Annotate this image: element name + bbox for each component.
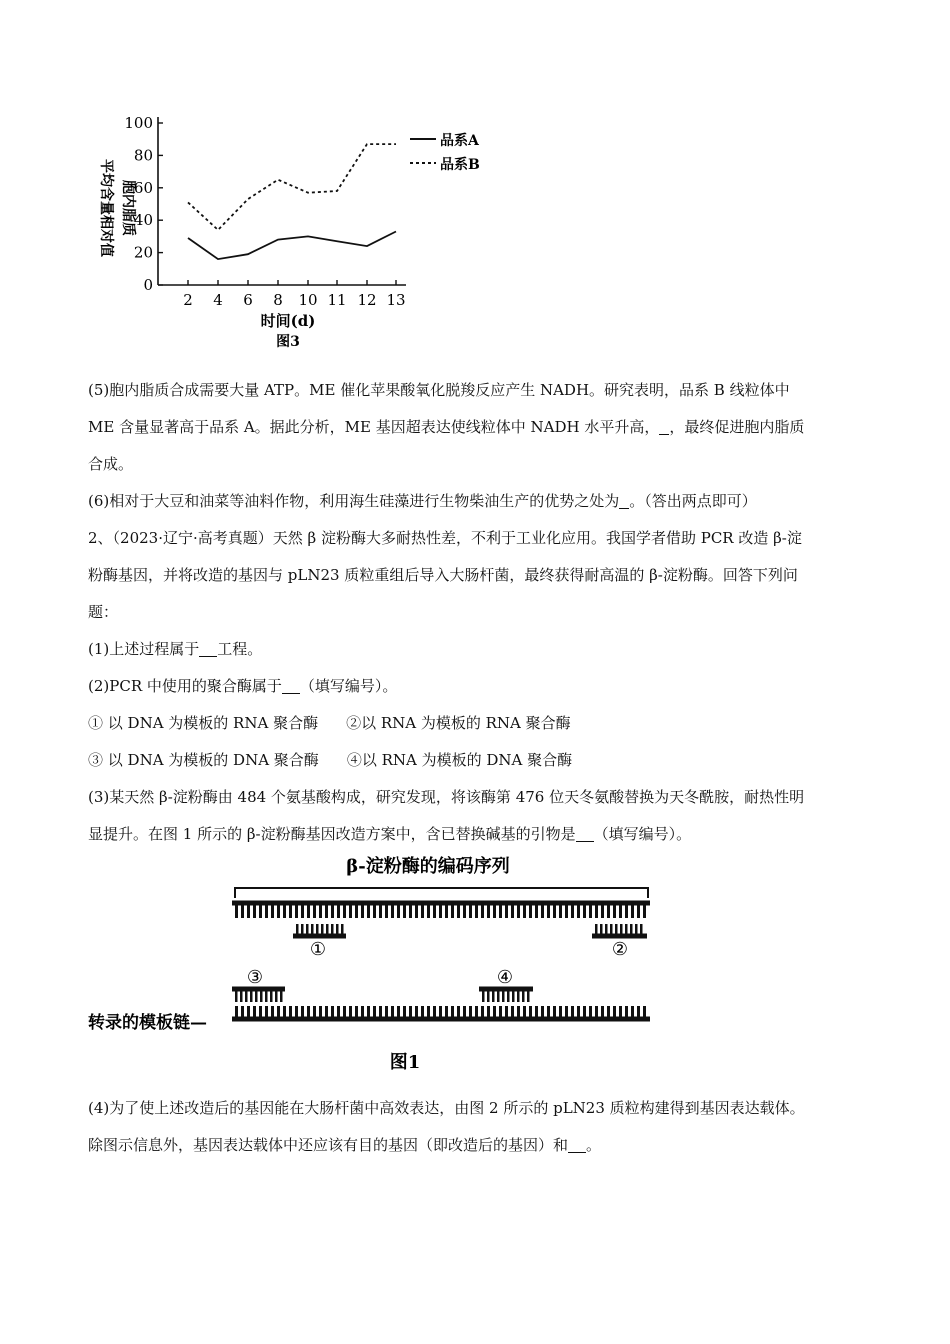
legend-label-b: 品系B — [440, 157, 480, 173]
y-tick-label: 100 — [124, 114, 153, 132]
q3-text: 显提升。在图 1 所示的 β-淀粉酶基因改造方案中，含已替换碱基的引物是 — [88, 825, 576, 843]
x-axis-label: 时间(d) — [260, 312, 316, 330]
x-tick-label: 8 — [273, 291, 283, 309]
figure1-title: β-淀粉酶的编码序列 — [346, 856, 510, 877]
q4-line1: (4)为了使上述改造后的基因能在大肠杆菌中高效表达，由图 2 所示的 pLN23 质粒构建得到基因表达载体。 — [88, 1099, 805, 1117]
primer-2 — [592, 924, 647, 939]
figure3-caption: 图3 — [276, 334, 300, 350]
q4-line2 — [88, 1127, 868, 1164]
q5-line3: 合成。 — [88, 455, 134, 473]
answer-blank-q1[interactable] — [199, 638, 217, 657]
q1-line — [88, 631, 868, 668]
q1-text: (1)上述过程属于 — [88, 640, 200, 658]
q3-line1: (3)某天然 β-淀粉酶由 484 个氨基酸构成，研究发现，将该酶第 476 位天冬氨酸替换为天冬酰胺，耐热性明 — [88, 788, 805, 806]
answer-blank-q5[interactable] — [659, 416, 669, 435]
answer-blank-q6[interactable] — [619, 490, 629, 509]
q6-text: (6)相对于大豆和油菜等油料作物，利用海生硅藻进行生物柴油生产的优势之处为 — [88, 492, 620, 510]
figure1-primer-diagram — [80, 848, 680, 1078]
answer-blank-q4[interactable] — [568, 1134, 586, 1153]
figure1-caption: 图1 — [389, 1052, 421, 1073]
option-1: ① 以 DNA 为模板的 RNA 聚合酶 — [88, 714, 319, 732]
x-tick-label: 11 — [327, 291, 347, 309]
coding-sequence-bracket — [235, 888, 648, 898]
options-row-1 — [88, 705, 868, 742]
x-tick-label: 12 — [357, 291, 377, 309]
chart-series — [188, 144, 396, 259]
q6-line — [88, 483, 868, 520]
y-tick-label: 80 — [133, 146, 153, 165]
q5-line2 — [88, 409, 868, 446]
primer-1 — [293, 924, 346, 939]
option-4: ④以 RNA 为模板的 DNA 聚合酶 — [346, 751, 573, 769]
series-line-b — [188, 144, 396, 230]
x-tick-label: 13 — [386, 291, 406, 309]
figure3-line-chart — [80, 108, 510, 353]
option-3: ③ 以 DNA 为模板的 DNA 聚合酶 — [88, 751, 319, 769]
y-tick-label: 40 — [133, 211, 153, 230]
x-tick-label: 4 — [213, 291, 223, 309]
x-tick-label: 10 — [298, 291, 318, 309]
q2-text: (2)PCR 中使用的聚合酶属于 — [88, 677, 282, 695]
q6-tail: 。（答出两点即可） — [629, 492, 757, 510]
x-tick-label: 6 — [243, 291, 253, 309]
coding-strand — [232, 901, 650, 919]
q3-tail: （填写编号）。 — [593, 825, 692, 843]
question-5-paragraph — [88, 372, 868, 853]
q5-line1: (5)胞内脂质合成需要大量 ATP。ME 催化苹果酸氧化脱羧反应产生 NADH。研究表明，品系 B 线粒体中 — [88, 381, 790, 399]
problem2-line1: 2、（2023·辽宁·高考真题）天然 β 淀粉酶大多耐热性差，不利于工业化应用。我国学者借助 PCR 改造 β-淀 — [88, 529, 802, 547]
q4-tail: 。 — [586, 1136, 602, 1154]
primer-3 — [232, 987, 285, 1003]
y-axis-label-line2: 平均含量相对值 — [98, 159, 114, 257]
template-strand — [232, 1006, 650, 1022]
answer-blank-q3[interactable] — [576, 823, 594, 842]
question-4-paragraph — [88, 1090, 868, 1164]
primer-4-label: ④ — [496, 967, 514, 988]
primer-1-label: ① — [309, 939, 327, 960]
chart-axes — [158, 117, 406, 285]
primer-4 — [479, 987, 533, 1003]
primer-3-label: ③ — [246, 967, 264, 988]
legend — [410, 132, 480, 173]
y-tick-label: 20 — [133, 243, 153, 262]
y-axis-label-line1: 胞内脂质 — [120, 180, 136, 236]
problem2-line2: 粉酶基因，并将改造的基因与 pLN23 质粒重组后导入大肠杆菌，最终获得耐高温的 β-淀粉酶。回答下列问 — [88, 566, 798, 584]
x-tick-label: 2 — [183, 291, 193, 309]
legend-label-a: 品系A — [440, 133, 479, 149]
q4-text: 除图示信息外，基因表达载体中还应该有目的基因（即改造后的基因）和 — [88, 1136, 569, 1154]
q2-tail: （填写编号）。 — [299, 677, 398, 695]
y-tick-label: 60 — [133, 178, 153, 197]
template-strand-label: 转录的模板链— — [88, 1013, 207, 1033]
options-row-2 — [88, 742, 868, 779]
q1-tail: 工程。 — [217, 640, 263, 658]
primer-2-label: ② — [611, 939, 629, 960]
q2-line — [88, 668, 868, 705]
problem2-line3: 题： — [88, 603, 119, 621]
option-2: ②以 RNA 为模板的 RNA 聚合酶 — [346, 714, 571, 732]
answer-blank-q2[interactable] — [282, 675, 300, 694]
q5-line2-tail: ，最终促进胞内脂质 — [669, 418, 805, 436]
q5-line2-text: ME 含量显著高于品系 A。据此分析，ME 基因超表达使线粒体中 NADH 水平升高， — [88, 418, 660, 436]
y-tick-label: 0 — [143, 276, 153, 294]
series-line-a — [188, 232, 396, 260]
